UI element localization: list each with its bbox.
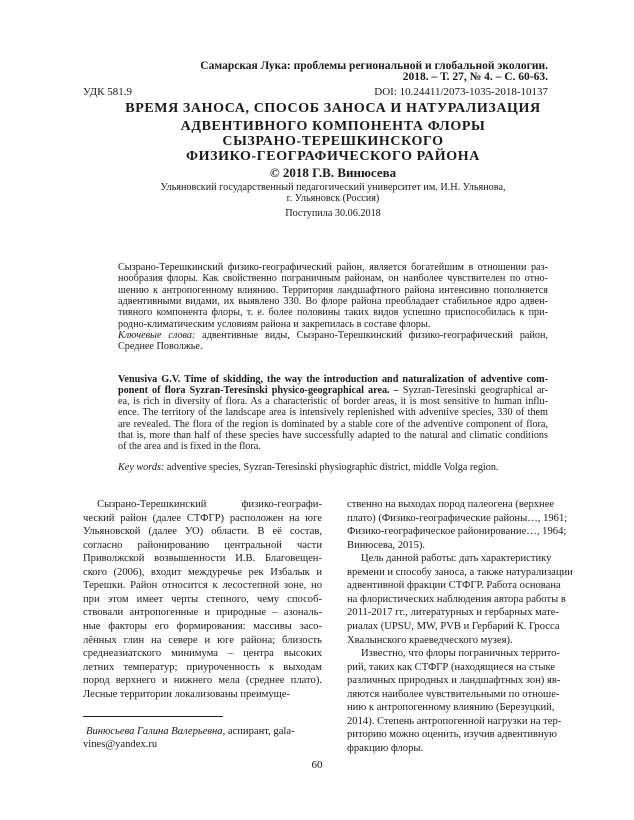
received-date: Поступила 30.06.2018 xyxy=(285,208,381,219)
body-line: Известно, что флоры пограничных террито- xyxy=(361,648,560,660)
body-line: Хвалынского краеведческого музея). xyxy=(347,634,513,646)
affiliation: Ульяновский государственный педагогический университет им. И.Н. Ульянова, xyxy=(160,182,506,193)
body-line: согласно районированию центральной части xyxy=(83,539,322,551)
keywords-ru-cont: Среднее Поволжье. xyxy=(118,341,203,352)
body-line: при этом имеет черты степного, чему способ- xyxy=(83,593,322,605)
abstract-en-title-cont xyxy=(118,386,548,396)
abstract-en-text: Syzran-Teresinski geographical ar- xyxy=(398,385,548,396)
abstract-line: of the area and is fixed in the flora. xyxy=(118,441,261,453)
body-line: Терешки. Район относится к лесостепной зоне, но xyxy=(83,580,322,592)
affiliation-city: г. Ульяновск (Россия) xyxy=(286,193,380,204)
footnote-email: vines@yandex.ru xyxy=(83,739,158,750)
body-line: пород верхнего и нижнего мела (среднее плато). xyxy=(83,675,322,687)
body-line: риторию можно оценить, изучив адвентивную xyxy=(347,729,557,741)
abstract-line: ence. The territory of the landscape area is intensively replenished with adventive species, 330 of them xyxy=(118,407,548,419)
body-line: фракцию флоры. xyxy=(347,742,424,754)
body-line: Лесные территории локализованы преимуще- xyxy=(83,688,291,700)
udk: УДК 581.9 xyxy=(83,86,133,98)
body-line: плато) (Физико-географические районы…, 1961; xyxy=(347,512,568,524)
body-line: 2014). Степень антропогенной нагрузки на тер- xyxy=(347,715,562,727)
body-line: 2011-2017 гг., литературных и гербарных мате- xyxy=(347,607,559,619)
abstract-line: тивного компонента флоры, т. е. более половины таких видов успешно приспособилась к при- xyxy=(118,307,548,319)
abstract-en-title: Venusiva G.V. Time of skidding, the way the introduction and naturalization of adventive com- xyxy=(118,374,548,385)
journal-title: Самарская Лука: проблемы региональной и глобальной экологии. xyxy=(200,60,548,72)
author: © 2018 Г.В. Винюсева xyxy=(269,165,397,180)
body-line: ского (2006), входит междуречье рек Избалык и xyxy=(83,566,322,578)
keywords-ru xyxy=(118,331,548,341)
body-line: рий, таких как СТФГР (находящиеся на стыке xyxy=(347,661,556,673)
body-line: времени и способу заноса, а также натурализации xyxy=(347,566,573,578)
abstract-line: шению к антропогенному влиянию. Территория ландшафтного района интенсивно пополняется xyxy=(118,284,548,296)
abstract-line: родно-климатическим условиям района и закрепилась в составе флоры. xyxy=(118,318,431,330)
citation: 2018. – Т. 27, № 4. – С. 60-63. xyxy=(402,71,548,83)
body-line: ственно на выходах пород палеогена (верхнее xyxy=(347,499,555,510)
keywords-text: адвентивные виды, Сызрано-Терешкинский физико-географический район, xyxy=(195,330,548,341)
abstract-line: адвентивными видами, их выявлено 330. Во флоре района преобладает стабильное ядро адвен- xyxy=(118,295,548,307)
page-number: 60 xyxy=(311,759,323,771)
body-line: Винюсева, 2015). xyxy=(347,539,426,551)
body-line: летних температур; приуроченность к выходам xyxy=(83,661,322,673)
title-line: СЫЗРАНО-ТЕРЕШКИНСКОГО xyxy=(222,134,444,149)
footnote-divider xyxy=(83,716,223,717)
footnote xyxy=(86,727,295,738)
body-line: Ульяновской (далее УО) области. В её состав, xyxy=(83,526,322,538)
abstract-line: are revealed. The flora of the region is dominated by a stable core of the adventive component of flora, xyxy=(118,418,548,430)
body-line: нию к антропогенному влиянию (Березуцкий, xyxy=(347,702,555,714)
body-line: лённых глин на севере и юге района; близость xyxy=(83,634,322,646)
keywords-label: Key words: xyxy=(118,462,165,473)
keywords-label: Ключевые слова: xyxy=(118,330,196,341)
title-line: ФИЗИКО-ГЕОГРАФИЧЕСКОГО РАЙОНА xyxy=(186,149,480,164)
abstract-line: that is, more than half of these species have successfully adapted to the natural and climatic conditions xyxy=(118,429,548,441)
body-line: на флористических наблюдения автора работы в xyxy=(347,593,566,605)
body-line: среднеазиатского минимума – центра высоких xyxy=(83,648,322,660)
keywords-en xyxy=(118,463,548,473)
abstract-line: ea, is rich in diversity of flora. As a characteristic of border areas, it is most sensitive to human influ- xyxy=(118,396,548,407)
abstract-en-title-end: ponent of flora Syzran-Teresinski physico-geographical area. – xyxy=(118,385,399,396)
body-line: Сызрано-Терешкинский физико-географи- xyxy=(97,499,322,510)
body-line: риалах (UPSU, MW, PVB и Гербарий К. Гросса xyxy=(347,620,560,632)
abstract-line: Сызрано-Терешкинский физико-географический район, является богатейшим в отношении раз- xyxy=(118,262,548,273)
abstract-line: нообразия флоры. Как свойственно пограничным районам, он наиболее чувствителен по отно- xyxy=(118,273,548,285)
body-line: ляются наиболее чувствительными по отноше- xyxy=(347,688,560,700)
body-line: Приволжской возвышенности И.В. Благовещен- xyxy=(83,553,322,565)
footnote-author: Винюсьева Галина Валерьевна xyxy=(86,726,223,737)
body-line: ные факторы его формирования: массивы засо- xyxy=(83,620,322,632)
keywords-text: adventive species, Syzran-Teresinski physiographic district, middle Volga region. xyxy=(164,462,499,473)
body-line: адвентивной фракции СТФГР. Работа основана xyxy=(347,580,561,592)
title-line: АДВЕНТИВНОГО КОМПОНЕНТА ФЛОРЫ xyxy=(180,119,486,134)
title-line: ВРЕМЯ ЗАНОСА, СПОСОБ ЗАНОСА И НАТУРАЛИЗАЦИЯ xyxy=(125,101,541,116)
footnote-text: , аспирант, gala- xyxy=(222,726,295,737)
body-line: Физико-географическое районирование…, 1964; xyxy=(347,526,567,538)
body-line: Цель данной работы: дать характеристику xyxy=(361,553,552,565)
body-line: ствовали антропогенные и природные – азональ- xyxy=(83,607,322,619)
body-line: различных природных и ландшафтных зон) яв- xyxy=(347,675,561,687)
doi: DOI: 10.24411/2073-1035-2018-10137 xyxy=(374,86,548,98)
body-line: ческий район (далее СТФГР) расположен на юге xyxy=(83,512,322,524)
